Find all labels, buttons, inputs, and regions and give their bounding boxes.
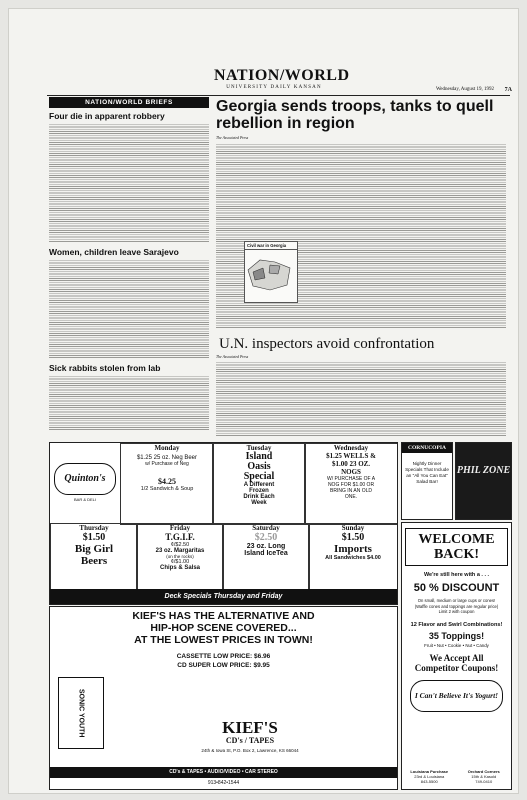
friday-label: Friday: [169, 524, 191, 532]
section-subtitle: UNIVERSITY DAILY KANSAN: [226, 85, 322, 90]
sunday-line2: Imports: [334, 543, 372, 555]
quintons-tag: BAR & DELI: [73, 497, 96, 502]
cornucopia-line1: Nightly Dinner: [412, 461, 442, 466]
friday-line4: (on the rocks): [166, 554, 194, 559]
briefs-column: [49, 111, 209, 431]
quintons-saturday: [222, 523, 310, 591]
welcome-topping-list: Fruit • Nut • Cookie • Nut • Candy: [424, 642, 489, 648]
welcome-toppings: 35 Toppings!: [428, 630, 485, 641]
store-1: [402, 769, 457, 784]
kiefs-bar: CD's & TAPES • AUDIO/VIDEO • CAR STEREO: [50, 767, 397, 778]
georgia-map: [244, 241, 298, 303]
wednesday-line7: ONE.: [344, 494, 358, 500]
wednesday-line4: W/ PURCHASE OF A: [326, 476, 376, 482]
friday-line6: Chips & Salsa: [159, 565, 200, 571]
quintons-sunday: [308, 523, 398, 591]
kiefs-ad: [49, 606, 398, 790]
map-title: Civil war in Georgia: [245, 242, 297, 250]
tuesday-line6: Drink Each: [243, 494, 275, 500]
phil-zone-name: PHIL ZONE: [456, 465, 511, 476]
friday-line5: ¢/$1.00: [170, 559, 190, 565]
welcome-line3: (Waffle cones and toppings are regular price): [414, 603, 499, 609]
monday-line3: $4.25: [158, 477, 176, 486]
monday-line2: w/ Purchase of Neg: [145, 461, 189, 467]
quintons-tuesday: [212, 443, 306, 525]
tuesday-line5: Frozen: [249, 488, 269, 494]
kiefs-logo-text: SONIC YOUTH: [77, 688, 85, 738]
quintons-logo: [50, 443, 120, 523]
store-2: [457, 769, 512, 784]
tuesday-line1: Island: [245, 451, 273, 462]
store-2-phone: 749-0410: [475, 779, 493, 784]
quintons-wednesday: [304, 443, 398, 525]
welcome-headline: WELCOME BACK!: [405, 528, 508, 566]
welcome-line2: On small, medium or large cups or cones!: [417, 598, 496, 603]
friday-line1: T.G.I.F.: [165, 532, 195, 542]
kiefs-price-2: CD SUPER LOW PRICE: $9.95: [177, 662, 270, 669]
kiefs-name: KIEF'S: [222, 718, 278, 737]
brief-headline-1: Four die in apparent robbery: [49, 111, 165, 121]
monday-label: Monday: [154, 444, 180, 452]
secondary-byline: The Associated Press: [216, 355, 249, 359]
yogurt-logo: I Can't Believe It's Yogurt!: [410, 680, 503, 712]
welcome-line1: We're still here with a . . .: [423, 572, 490, 578]
sunday-line3: All Sandwiches $4.00: [325, 555, 381, 561]
welcome-line4: Limit 2 with coupon: [438, 609, 475, 614]
kiefs-price-1: CASSETTE LOW PRICE: $6.96: [176, 653, 271, 660]
friday-line2: ¢/$2.50: [170, 542, 190, 548]
wednesday-line3: NOGS: [341, 468, 361, 476]
welcome-accept-1: We Accept All: [429, 652, 484, 663]
brief-body-3: [49, 375, 209, 431]
dateline: Wednesday, August 19, 1992: [435, 87, 494, 92]
wednesday-line2: $1.00 23 OZ.: [331, 460, 371, 468]
monday-line1: $1.25 25 oz. Neg Beer: [136, 455, 198, 461]
saturday-line2: 23 oz. Long: [246, 543, 286, 550]
cornucopia-line4: Salad Bar!: [416, 479, 438, 484]
tuesday-line2: Oasis: [247, 461, 271, 472]
briefs-banner: NATION/WORLD BRIEFS: [49, 97, 209, 108]
cornucopia-ad: [401, 442, 453, 520]
header-rule: [47, 95, 510, 96]
quintons-monday: [120, 443, 214, 525]
store-1-name: Louisiana Purchase: [410, 769, 449, 774]
store-2-name: Orchard Corners: [467, 769, 500, 774]
kiefs-address: 24th & Iowa St, P.O. Box 2, Lawrence, KS 66044: [201, 748, 299, 753]
thursday-line1: $1.50: [82, 532, 106, 543]
saturday-label: Saturday: [252, 524, 280, 532]
main-byline: The Associated Press: [216, 136, 249, 140]
quintons-footer: Deck Specials Thursday and Friday: [50, 589, 397, 604]
thursday-label: Thursday: [79, 524, 109, 532]
brief-headline-2: Women, children leave Sarajevo: [49, 247, 179, 257]
brief-body-1: [49, 123, 209, 243]
secondary-body-text: [216, 361, 506, 436]
quintons-friday: [136, 523, 224, 591]
section-title: NATION/WORLD: [214, 67, 350, 84]
saturday-line1: $2.50: [254, 532, 278, 543]
newspaper-page: [8, 8, 519, 794]
kiefs-headline-2: HIP-HOP SCENE COVERED...: [150, 622, 297, 634]
brief-headline-3: Sick rabbits stolen from lab: [49, 363, 161, 373]
kiefs-phone: 913•842•1544: [207, 780, 240, 786]
brief-body-2: [49, 259, 209, 359]
monday-line4: 1/2 Sandwich & Soup: [140, 486, 194, 492]
welcome-discount: 50 % DISCOUNT: [413, 582, 500, 594]
welcome-flavors: 12 Flavor and Swirl Combinations!: [410, 621, 503, 628]
wednesday-line1: $1.25 WELLS &: [326, 452, 376, 460]
quintons-name: Quinton's: [54, 463, 116, 495]
phil-zone-ad: [455, 442, 512, 520]
main-headline: Georgia sends troops, tanks to quell rebellion in region: [216, 98, 494, 132]
kiefs-headline-3: AT THE LOWEST PRICES IN TOWN!: [134, 634, 313, 646]
store-2-address: 15th & Kasold: [471, 774, 497, 779]
welcome-back-ad: [401, 522, 512, 790]
tuesday-label: Tuesday: [246, 444, 272, 452]
kiefs-sub: CD's / TAPES: [225, 736, 275, 745]
thursday-line3: Beers: [80, 555, 108, 567]
tuesday-line4: A Different: [243, 482, 275, 488]
tuesday-line7: Week: [251, 500, 267, 506]
map-graphic: [245, 250, 295, 300]
thursday-line2: Big Girl: [74, 543, 114, 555]
store-1-phone: 843-5500: [420, 779, 438, 784]
store-1-address: 23rd & Louisiana: [414, 774, 445, 779]
welcome-accept-2: Competitor Coupons!: [414, 662, 499, 673]
cornucopia-name: CORNUCOPIA: [402, 443, 452, 453]
friday-line3: 23 oz. Margaritas: [155, 548, 205, 554]
quintons-thursday: [50, 523, 138, 591]
cornucopia-line2: Specials That Include: [405, 467, 449, 472]
saturday-line3: Island IceTea: [244, 550, 288, 557]
kiefs-headline-1: KIEF'S HAS THE ALTERNATIVE AND: [132, 610, 315, 622]
sunday-line1: $1.50: [341, 532, 365, 543]
wednesday-label: Wednesday: [333, 444, 369, 452]
secondary-headline: U.N. inspectors avoid confrontation: [219, 336, 435, 352]
sunday-label: Sunday: [341, 524, 365, 532]
tuesday-line3: Special: [243, 471, 275, 482]
quintons-ad: [49, 442, 398, 605]
kiefs-logo-box: [58, 677, 104, 749]
cornucopia-line3: an "All You Can Eat": [406, 473, 448, 478]
page-number: 7A: [504, 87, 512, 93]
wednesday-line6: BRING IN AN OLD: [330, 488, 372, 494]
wednesday-line5: NOG FOR $1.00 OR: [327, 482, 375, 488]
